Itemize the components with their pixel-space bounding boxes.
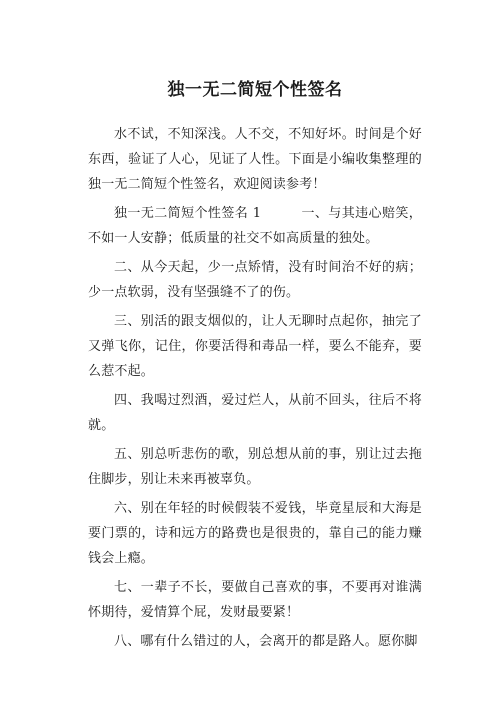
list-item: 一、与其违心赔笑，不如一人安静；低质量的社交不如高质量的独处。 [88, 206, 422, 246]
list-item: 七、一辈子不长，要做自己喜欢的事，不要再对谁满怀期待，爱情算个屁，发财最要紧！ [88, 580, 422, 620]
list-item: 六、别在年轻的时候假装不爱钱，毕竟星辰和大海是要门票的，诗和远方的路费也是很贵的，靠自己的能力赚钱会上瘾。 [88, 501, 422, 566]
section-heading: 独一无二简短个性签名 1 [114, 206, 262, 221]
list-item: 二、从今天起，少一点矫情，没有时间治不好的病；少一点软弱，没有坚强缝不了的伤。 [88, 260, 422, 300]
intro-paragraph: 水不试，不知深浅。人不交，不知好坏。时间是个好东西，验证了人心，见证了人性。下面是小编收集整理的独一无二简短个性签名，欢迎阅读参考！ [88, 127, 422, 192]
list-item: 三、别活的跟支烟似的，让人无聊时点起你，抽完了又弹飞你，记住，你要活得和毒品一样，要么不能弃，要么惹不起。 [88, 314, 422, 379]
section-paragraph [88, 201, 422, 251]
list-item: 四、我喝过烈酒，爱过烂人，从前不回头，往后不将就。 [88, 393, 422, 433]
document-title: 独一无二简短个性签名 [167, 80, 343, 100]
list-item: 五、别总听悲伤的歌，别总想从前的事，别让过去拖住脚步，别让未来再被辜负。 [88, 447, 422, 487]
list-item: 八、哪有什么错过的人，会离开的都是路人。愿你脚 [114, 634, 418, 649]
